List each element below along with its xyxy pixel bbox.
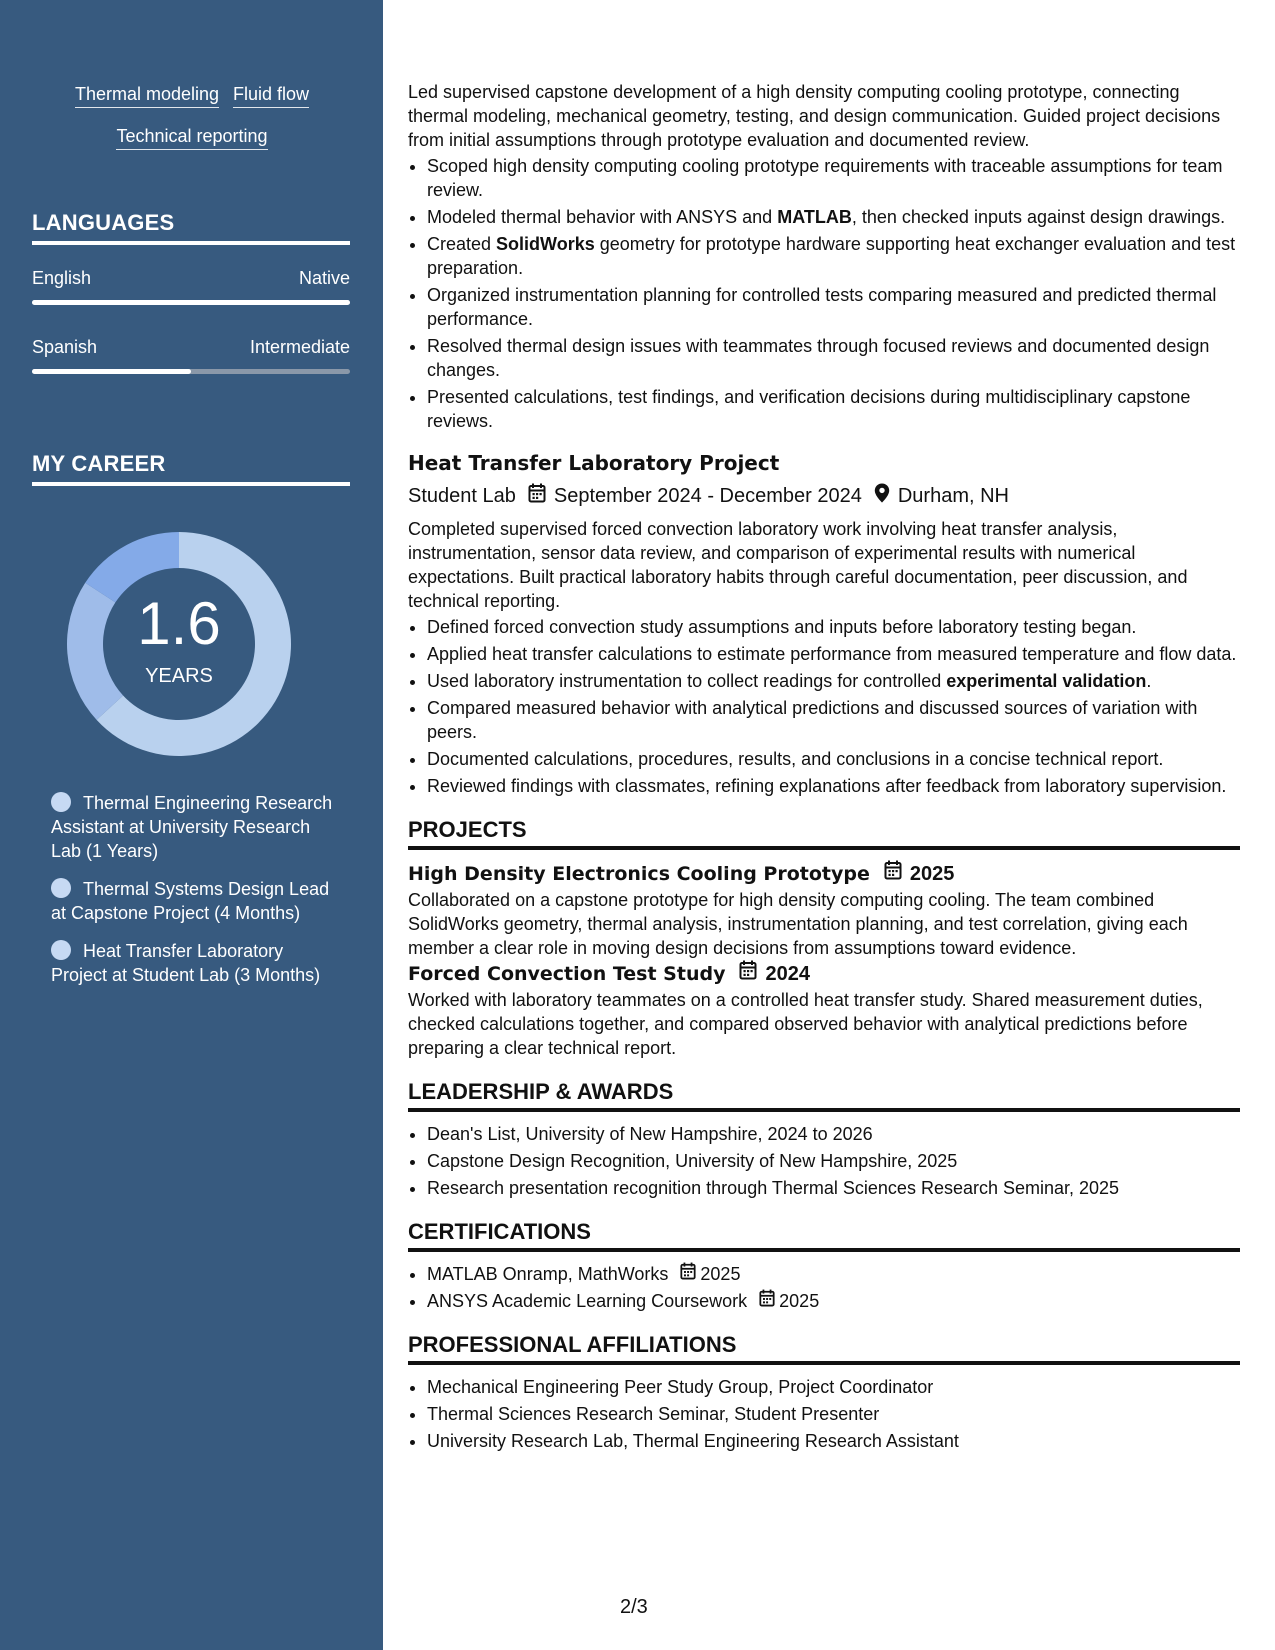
languages-heading: LANGUAGES <box>32 210 350 245</box>
page-number: 2/3 <box>620 1596 648 1618</box>
bullet-item <box>427 154 1240 202</box>
sidebar <box>0 0 383 1650</box>
job-meta <box>408 483 1240 509</box>
bullet-item <box>427 774 1240 798</box>
career-heading: MY CAREER <box>32 451 350 486</box>
language-proficiency-fill <box>32 300 350 305</box>
bullet-bold: experimental validation <box>946 671 1147 691</box>
main-content <box>408 80 1240 1456</box>
bullet-text: Presented calculations, test findings, and verification decisions during multidisciplinary capstone reviews. <box>427 387 1191 431</box>
bullet-text: Scoped high density computing cooling prototype requirements with traceable assumptions for team review. <box>427 156 1223 200</box>
certifications-heading: CERTIFICATIONS <box>408 1220 1240 1252</box>
project-title-row <box>408 960 1240 988</box>
award-item: • Capstone Design Recognition, University of New Hampshire, 2025 <box>427 1149 1240 1173</box>
certification-item <box>427 1289 1240 1313</box>
skill-tags <box>32 84 352 168</box>
job-location: Durham, NH <box>897 485 1009 507</box>
bullet-item <box>427 615 1240 639</box>
career-item-text: Thermal Systems Design Lead at Capstone Project (4 Months) <box>51 879 330 923</box>
job-title: Heat Transfer Laboratory Project <box>408 451 780 475</box>
bullet-item <box>427 385 1240 433</box>
bullet-text: , then checked inputs against design drawings. <box>851 207 1226 227</box>
calendar-icon <box>759 1289 775 1313</box>
affiliations-heading: PROFESSIONAL AFFILIATIONS <box>408 1333 1240 1365</box>
career-list <box>51 791 341 1001</box>
bullet-item <box>427 205 1240 229</box>
affiliation-item: • Mechanical Engineering Peer Study Group, Project Coordinator <box>427 1375 1240 1399</box>
project-year: 2024 <box>765 963 810 985</box>
bullet-text: Modeled thermal behavior with ANSYS and <box>427 207 778 227</box>
career-dot-icon <box>51 878 71 898</box>
bullet-text: . <box>1146 671 1152 691</box>
bullet-text: Reviewed findings with classmates, refining explanations after feedback from laboratory supervision. <box>427 776 1227 796</box>
awards-heading: LEADERSHIP & AWARDS <box>408 1080 1240 1112</box>
job-summary: Led supervised capstone development of a high density computing cooling prototype, connecting thermal modeling, mechanical geometry, testing, and design communication. Guided project decisions from initial assumptions through prototype evaluation and documented review. <box>408 82 1221 150</box>
project-description: Worked with laboratory teammates on a controlled heat transfer study. Shared measurement duties, checked calculations together, and compared observed behavior with analytical predictions before preparing a clear technical report. <box>408 990 1203 1058</box>
language-level: Native <box>298 268 350 288</box>
bullet-text: Resolved thermal design issues with teammates through focused reviews and documented design changes. <box>427 336 1210 380</box>
bullet-item <box>427 669 1240 693</box>
skill-tag: Fluid flow <box>233 84 309 108</box>
project-title: High Density Electronics Cooling Prototype <box>408 863 870 885</box>
career-item <box>51 939 341 987</box>
project-description: Collaborated on a capstone prototype for high density computing cooling. The team combined SolidWorks geometry, thermal analysis, instrumentation planning, and test correlation, giving each member a clear role in moving design decisions from assumptions toward evidence. <box>408 890 1188 958</box>
bullet-item <box>427 696 1240 744</box>
language-proficiency-bar <box>32 369 350 374</box>
skill-row <box>32 84 352 108</box>
affiliation-item: • Thermal Sciences Research Seminar, Student Presenter <box>427 1402 1240 1426</box>
language-proficiency-bar <box>32 300 350 305</box>
project-year: 2025 <box>909 863 955 885</box>
skill-row <box>32 126 352 150</box>
job-bullets <box>408 154 1240 433</box>
bullet-text: Documented calculations, procedures, results, and conclusions in a concise technical report. <box>427 749 1164 769</box>
bullet-item <box>427 642 1240 666</box>
bullet-item <box>427 232 1240 280</box>
bullet-item <box>427 283 1240 331</box>
bullet-item <box>427 334 1240 382</box>
certification-name: • MATLAB Onramp, MathWorks <box>427 1264 669 1284</box>
career-dot-icon <box>51 940 71 960</box>
project-title: Forced Convection Test Study <box>408 963 726 985</box>
bullet-bold: SolidWorks <box>496 234 595 254</box>
award-item: • Dean's List, University of New Hampshire, 2024 to 2026 <box>427 1122 1240 1146</box>
language-proficiency-fill <box>32 369 191 374</box>
bullet-text: Created <box>427 234 497 254</box>
certification-year: 2025 <box>700 1264 741 1284</box>
bullet-text: geometry for prototype hardware supporting heat exchanger evaluation and test preparation. <box>427 234 1236 278</box>
certification-name: • ANSYS Academic Learning Coursework <box>427 1291 748 1311</box>
location-pin-icon <box>874 483 890 509</box>
career-years-value: 1.6 <box>137 590 221 657</box>
language-level: Intermediate <box>249 337 350 357</box>
language-spanish <box>32 337 350 374</box>
language-name: Spanish <box>32 337 98 357</box>
bullet-text: Defined forced convection study assumptions and inputs before laboratory testing began. <box>427 617 1137 637</box>
language-english <box>32 268 350 305</box>
calendar-icon <box>884 860 902 888</box>
career-years-unit: YEARS <box>145 665 213 687</box>
career-item-text: Heat Transfer Laboratory Project at Student Lab (3 Months) <box>51 941 321 985</box>
bullet-text: Applied heat transfer calculations to estimate performance from measured temperature and flow data. <box>427 644 1237 664</box>
job-dates: September 2024 - December 2024 <box>553 485 862 507</box>
bullet-text: Used laboratory instrumentation to collect readings for controlled <box>427 671 947 691</box>
bullet-bold: MATLAB <box>777 207 852 227</box>
skill-tag: Technical reporting <box>116 126 267 150</box>
language-name: English <box>32 268 92 288</box>
career-donut-chart <box>66 531 292 757</box>
certification-item <box>427 1262 1240 1286</box>
affiliations-list <box>408 1375 1240 1453</box>
career-item <box>51 877 341 925</box>
certification-year: 2025 <box>779 1291 820 1311</box>
bullet-item <box>427 747 1240 771</box>
career-item <box>51 791 341 863</box>
awards-list <box>408 1122 1240 1200</box>
project-title-row <box>408 860 1240 888</box>
job-summary: Completed supervised forced convection laboratory work involving heat transfer analysis, instrumentation, sensor data review, and comparison of experimental results with numerical expectations. Built practical laboratory habits through careful documentation, peer discussion, and technical reporting. <box>408 519 1188 611</box>
career-item-text: Thermal Engineering Research Assistant at University Research Lab (1 Years) <box>51 793 333 861</box>
bullet-text: Organized instrumentation planning for controlled tests comparing measured and predicted thermal performance. <box>427 285 1217 329</box>
certifications-list <box>408 1262 1240 1313</box>
calendar-icon <box>680 1262 696 1286</box>
job-org: Student Lab <box>408 485 516 507</box>
career-dot-icon <box>51 792 71 812</box>
projects-heading: PROJECTS <box>408 818 1240 850</box>
skill-tag: Thermal modeling <box>75 84 219 108</box>
job-bullets <box>408 615 1240 798</box>
bullet-text: Compared measured behavior with analytical predictions and discussed sources of variation with peers. <box>427 698 1198 742</box>
calendar-icon <box>528 483 546 509</box>
calendar-icon <box>739 960 757 988</box>
award-item: • Research presentation recognition through Thermal Sciences Research Seminar, 2025 <box>427 1176 1240 1200</box>
affiliation-item: • University Research Lab, Thermal Engineering Research Assistant <box>427 1429 1240 1453</box>
